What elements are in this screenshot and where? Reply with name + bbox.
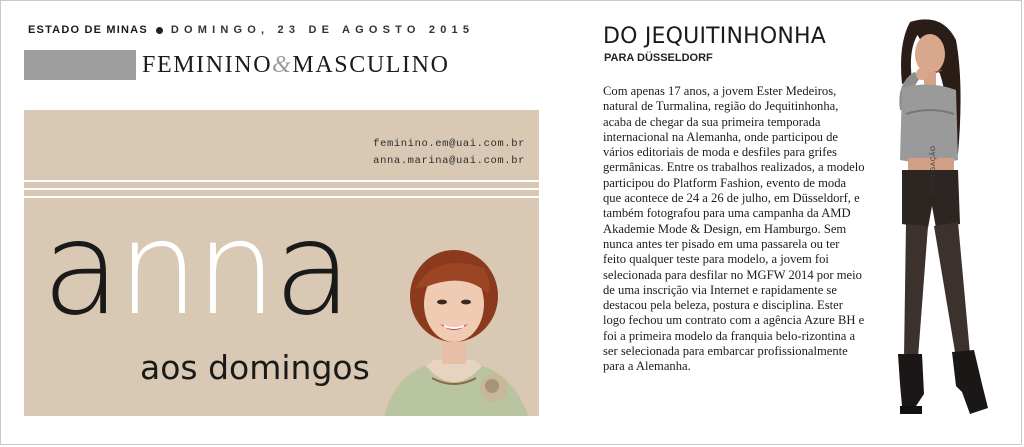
newspaper-name: ESTADO DE MINAS (28, 24, 148, 36)
section-title (142, 52, 450, 79)
section-header (24, 50, 556, 80)
email-link[interactable]: anna.marina@uai.com.br (373, 155, 525, 167)
photo-credit: DIVULGAÇÃO (930, 145, 937, 194)
columnist-portrait (364, 238, 539, 416)
article-paragraph: Com apenas 17 anos, a jovem Ester Medeiros, natural de Turmalina, região do Jequitinhonha, acaba de chegar da sua primeira temporada internacional na Alemanha, onde participou de vários editoriais de moda e desfiles para grifes germânicas. Entre os trabalhos realizados, a modelo participou do Platform Fashion, evento de moda que acontece de 24 a 26 de julho, em Düsseldorf, e também fotografou para uma campanha da AMD Akademie Mode & Design, em Hamburgo. Sem nunca antes ter pisado em uma passarela ou ter feito qualquer teste para modelo, a jovem foi selecionada para desfilar no MGFW 2014 por meio de uma inscrição via Internet e rapidamente se destacou pela beleza, postura e disciplina. Ester logo fechou um contrato com a agência Azure BH e foi a primeira modelo da franquia belo-rizontina a ser selecionada para embarcar profissionalmente para a Alemanha. (603, 84, 865, 374)
logo-letter: a (273, 195, 350, 344)
section-title-part1: FEMININO (142, 52, 273, 78)
column-name-logo (42, 195, 350, 344)
issue-date: DOMINGO, 23 DE AGOSTO 2015 (170, 24, 475, 36)
bullet-dot-icon (156, 27, 163, 34)
section-grey-block (24, 50, 136, 80)
model-photo (852, 14, 992, 428)
divider-line (24, 180, 539, 182)
logo-letter: a (42, 195, 118, 344)
divider-line (24, 188, 539, 190)
section-title-part2: MASCULINO (292, 52, 450, 78)
logo-letters-white: nn (117, 195, 274, 344)
article-subhead: PARA DÜSSELDORF (604, 52, 713, 64)
columnist-box (24, 110, 539, 416)
column-subtitle: aos domingos (140, 348, 370, 387)
article-body (603, 84, 865, 375)
email-link[interactable]: feminino.em@uai.com.br (373, 138, 525, 150)
masthead (28, 22, 554, 38)
article-headline: DO JEQUITINHONHA (603, 24, 827, 49)
section-title-ampersand: & (272, 52, 293, 78)
contact-emails (373, 136, 525, 170)
